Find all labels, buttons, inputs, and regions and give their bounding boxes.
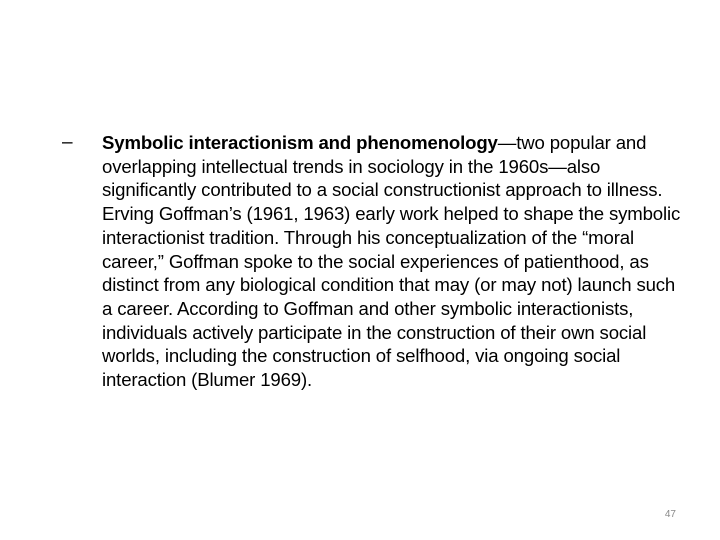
bold-lead-text: Symbolic interactionism and phenomenology bbox=[102, 132, 498, 153]
bullet-text bbox=[102, 131, 687, 392]
body-text: —two popular and overlapping intellectual trends in sociology in the 1960s—also significantly contributed to a social constructionist approach to illness. Erving Goffman’s (1961, 1963) early work helped to shape the symbolic interactionist tradition. Through his conceptualization of the “moral career,” Goffman spoke to the social experiences of patienthood, as distinct from any biological condition that may (or may not) launch such a career. According to Goffman and other symbolic interactionists, individuals actively participate in the construction of their own social worlds, including the construction of selfhood, via ongoing social interaction (Blumer 1969). bbox=[102, 132, 681, 391]
bullet-dash: – bbox=[62, 132, 73, 153]
page-number: 47 bbox=[664, 509, 676, 520]
bullet-paragraph bbox=[60, 131, 680, 392]
